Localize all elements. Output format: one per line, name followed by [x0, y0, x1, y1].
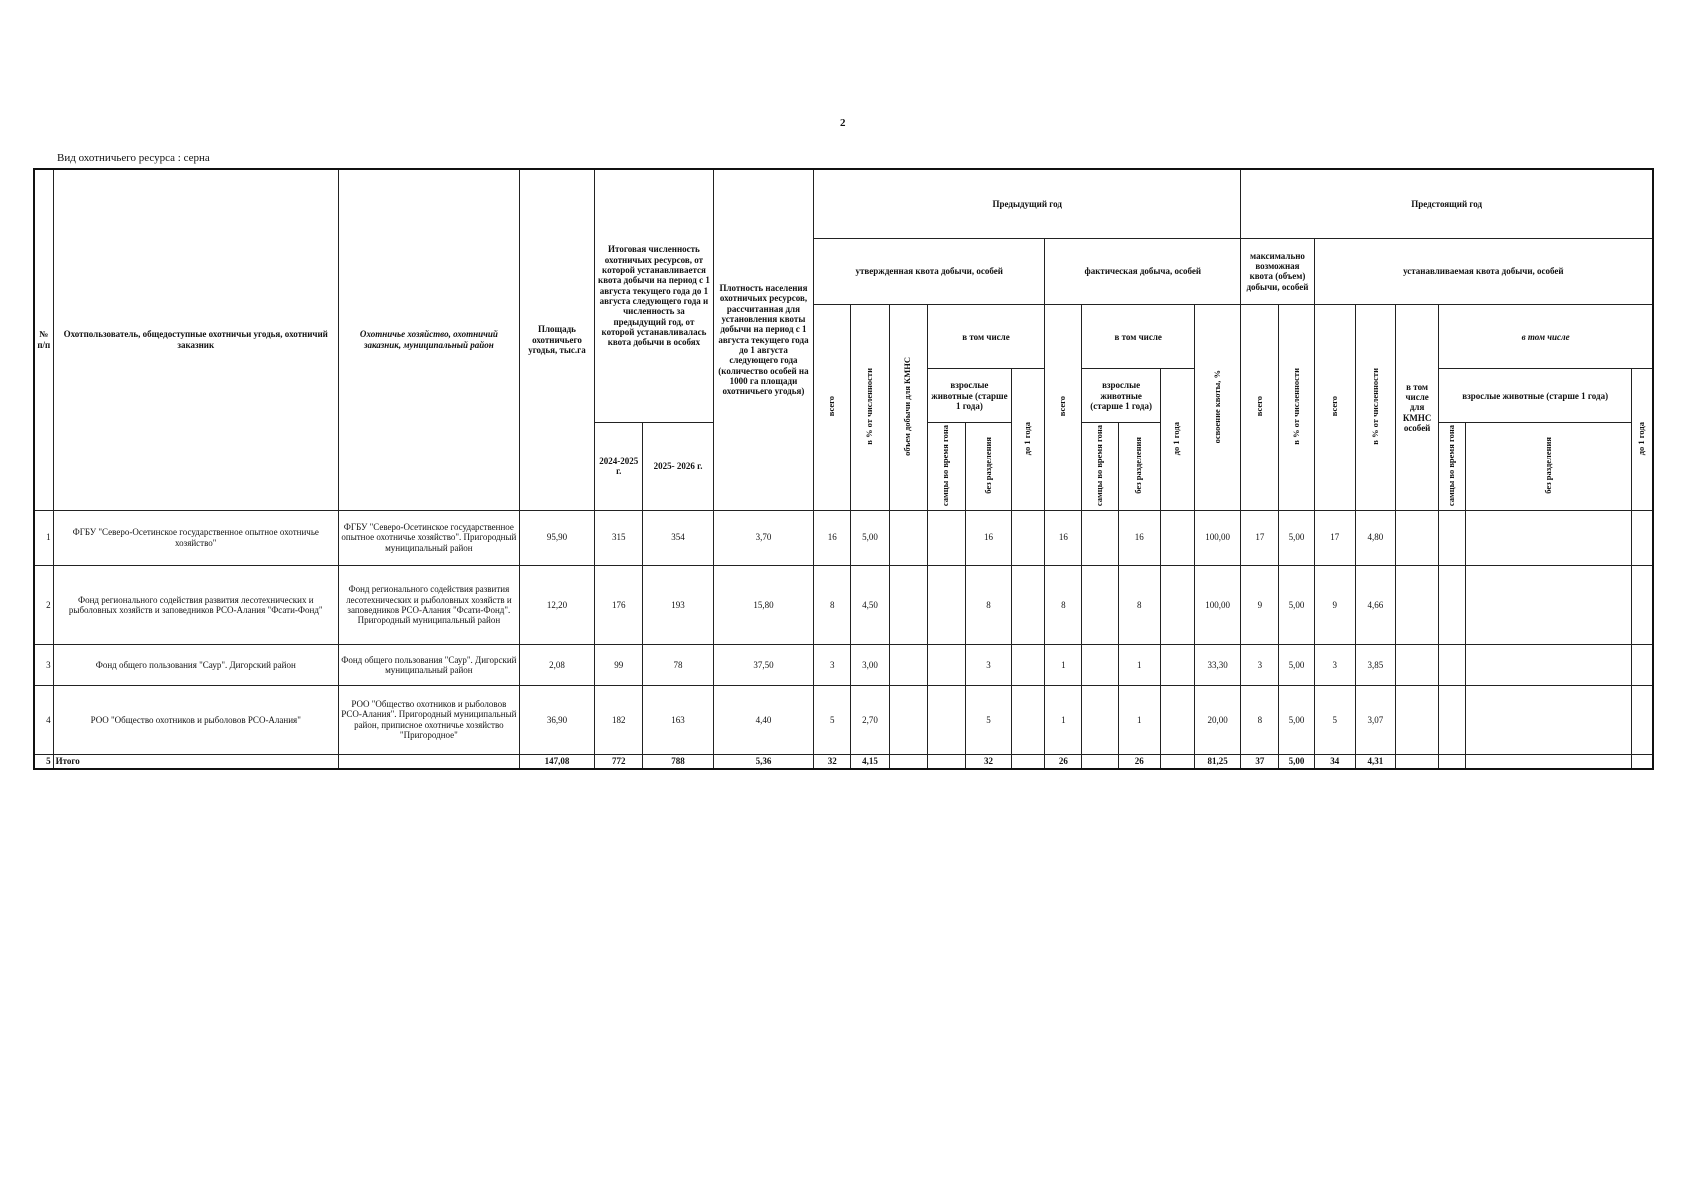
cell-s-rut	[1439, 754, 1466, 769]
cell-s-nosex	[1466, 510, 1632, 565]
cell-m-all: 17	[1241, 510, 1279, 565]
cell-f-rut	[1082, 685, 1118, 754]
cell-p2: 193	[643, 565, 713, 645]
cell-s-all: 34	[1314, 754, 1355, 769]
cell-s-nosex	[1466, 754, 1632, 769]
cell-a-all: 16	[814, 510, 851, 565]
cell-m-pct: 5,00	[1279, 685, 1314, 754]
cell-a-pct: 4,50	[851, 565, 889, 645]
quota-table	[33, 168, 1654, 770]
cell-a-rut	[927, 645, 965, 685]
cell-s-nosex	[1466, 685, 1632, 754]
header-num: № п/п	[34, 169, 53, 510]
cell-f-nosex: 1	[1118, 685, 1160, 754]
header-year-2025: 2025- 2026 г.	[643, 423, 713, 511]
cell-area: 95,90	[519, 510, 594, 565]
cell-dens: 15,80	[713, 565, 813, 645]
cell-s-u1	[1632, 685, 1653, 754]
header-actual-adults: взрослые животные (старше 1 года)	[1082, 369, 1160, 423]
cell-a-rut	[927, 565, 965, 645]
cell-s-u1	[1632, 645, 1653, 685]
cell-s-all: 3	[1314, 645, 1355, 685]
cell-m-pct: 5,00	[1279, 645, 1314, 685]
cell-p2: 354	[643, 510, 713, 565]
cell-f-u1	[1160, 685, 1194, 754]
cell-f-rut	[1082, 645, 1118, 685]
cell-mast: 20,00	[1194, 685, 1240, 754]
cell-s-u1	[1632, 754, 1653, 769]
cell-n: 2	[34, 565, 53, 645]
cell-a-all: 3	[814, 645, 851, 685]
header-prev-year: Предыдущий год	[814, 169, 1241, 238]
header-approved-pct: в % от численности	[851, 305, 889, 511]
header-actual-rut: самцы во время гона	[1082, 423, 1118, 511]
cell-p1: 182	[595, 685, 643, 754]
cell-s-rut	[1439, 685, 1466, 754]
resource-label: Вид охотничьего ресурса : серна	[57, 152, 210, 164]
cell-m-all: 9	[1241, 565, 1279, 645]
header-approved-including: в том числе	[927, 305, 1045, 369]
page-number: 2	[840, 117, 846, 129]
cell-mast: 100,00	[1194, 565, 1240, 645]
cell-area: 2,08	[519, 645, 594, 685]
cell-s-u1	[1632, 565, 1653, 645]
cell-dens: 37,50	[713, 645, 813, 685]
cell-p2: 163	[643, 685, 713, 754]
cell-s-nosex	[1466, 565, 1632, 645]
cell-m-pct: 5,00	[1279, 754, 1314, 769]
cell-a-rut	[927, 754, 965, 769]
cell-m-all: 37	[1241, 754, 1279, 769]
header-mastery: освоение квоты, %	[1194, 305, 1240, 511]
cell-s-all: 9	[1314, 565, 1355, 645]
cell-s-pct: 4,31	[1355, 754, 1395, 769]
cell-f-rut	[1082, 510, 1118, 565]
header-approved-kmns: объем добычи для КМНС	[889, 305, 927, 511]
cell-farm: ФГБУ "Северо-Осетинское государственное опытное охотничье хозяйство". Пригородный муниципальный район	[338, 510, 519, 565]
cell-n: 3	[34, 645, 53, 685]
table-total-row	[34, 754, 1653, 769]
cell-a-kmns	[889, 565, 927, 645]
header-year-2024: 2024-2025 г.	[595, 423, 643, 511]
header-actual-catch: фактическая добыча, особей	[1045, 238, 1241, 304]
header-set-all: всего	[1314, 305, 1355, 511]
cell-a-pct: 3,00	[851, 645, 889, 685]
header-approved-under1: до 1 года	[1012, 369, 1045, 510]
cell-f-rut	[1082, 565, 1118, 645]
cell-a-pct: 5,00	[851, 510, 889, 565]
cell-mast: 81,25	[1194, 754, 1240, 769]
cell-a-u1	[1012, 565, 1045, 645]
cell-mast: 33,30	[1194, 645, 1240, 685]
cell-s-u1	[1632, 510, 1653, 565]
cell-farm: Фонд общего пользования "Саур". Дигорский муниципальный район	[338, 645, 519, 685]
cell-a-u1	[1012, 754, 1045, 769]
cell-area: 12,20	[519, 565, 594, 645]
header-actual-nosex: без разделения	[1118, 423, 1160, 511]
cell-f-u1	[1160, 645, 1194, 685]
cell-n: 4	[34, 685, 53, 754]
header-set-including: в том числе	[1439, 305, 1653, 369]
cell-m-pct: 5,00	[1279, 565, 1314, 645]
cell-s-kmns	[1396, 685, 1439, 754]
table-row	[34, 685, 1653, 754]
cell-a-rut	[927, 510, 965, 565]
cell-s-pct: 3,07	[1355, 685, 1395, 754]
cell-a-kmns	[889, 754, 927, 769]
cell-a-u1	[1012, 510, 1045, 565]
cell-f-all: 26	[1045, 754, 1082, 769]
cell-f-all: 8	[1045, 565, 1082, 645]
cell-s-nosex	[1466, 645, 1632, 685]
cell-m-all: 8	[1241, 685, 1279, 754]
cell-s-pct: 3,85	[1355, 645, 1395, 685]
header-user: Охотпользователь, общедоступные охотничьи угодья, охотничий заказник	[53, 169, 338, 510]
cell-s-rut	[1439, 645, 1466, 685]
header-set-pct: в % от численности	[1355, 305, 1395, 511]
cell-dens: 3,70	[713, 510, 813, 565]
header-approved-all: всего	[814, 305, 851, 511]
cell-f-u1	[1160, 754, 1194, 769]
cell-farm: РОО "Общество охотников и рыболовов РСО-Алания". Пригородный муниципальный район, приписное охотничье хозяйство "Пригородное"	[338, 685, 519, 754]
header-farm: Охотничье хозяйство, охотничий заказник, муниципальный район	[338, 169, 519, 510]
header-approved-rut: самцы во время гона	[927, 423, 965, 511]
cell-s-kmns	[1396, 510, 1439, 565]
cell-a-nosex: 32	[965, 754, 1011, 769]
cell-p1: 315	[595, 510, 643, 565]
cell-f-all: 1	[1045, 645, 1082, 685]
header-actual-all: всего	[1045, 305, 1082, 511]
table-body	[34, 510, 1653, 769]
cell-n: 1	[34, 510, 53, 565]
cell-a-pct: 2,70	[851, 685, 889, 754]
header-set-nosex: без разделения	[1466, 423, 1632, 511]
cell-area: 36,90	[519, 685, 594, 754]
header-max-pct: в % от численности	[1279, 305, 1314, 511]
cell-n: 5	[34, 754, 53, 769]
cell-m-pct: 5,00	[1279, 510, 1314, 565]
cell-f-nosex: 26	[1118, 754, 1160, 769]
table-row	[34, 510, 1653, 565]
table-row	[34, 565, 1653, 645]
cell-a-kmns	[889, 645, 927, 685]
header-approved-adults: взрослые животные (старше 1 года)	[927, 369, 1011, 423]
header-actual-including: в том числе	[1082, 305, 1195, 369]
table-row	[34, 645, 1653, 685]
cell-m-all: 3	[1241, 645, 1279, 685]
header-set-rut: самцы во время гона	[1439, 423, 1466, 511]
cell-s-kmns	[1396, 645, 1439, 685]
cell-f-nosex: 1	[1118, 645, 1160, 685]
cell-s-rut	[1439, 510, 1466, 565]
header-approved-quota: утвержденная квота добычи, особей	[814, 238, 1045, 304]
cell-a-u1	[1012, 645, 1045, 685]
cell-a-pct: 4,15	[851, 754, 889, 769]
header-set-quota: устанавливаемая квота добычи, особей	[1314, 238, 1653, 304]
cell-a-u1	[1012, 685, 1045, 754]
cell-f-u1	[1160, 510, 1194, 565]
cell-s-pct: 4,80	[1355, 510, 1395, 565]
cell-dens: 5,36	[713, 754, 813, 769]
cell-s-all: 5	[1314, 685, 1355, 754]
header-total-population: Итоговая численность охотничьих ресурсов, от которой устанавливается квота добычи на период с 1 августа текущего года до 1 августа следующего года и численность за предыдущий год, от которой устанавливалась квота добычи в особях	[595, 169, 714, 423]
header-approved-nosex: без разделения	[965, 423, 1011, 511]
header-next-year: Предстоящий год	[1241, 169, 1653, 238]
cell-farm: Фонд регионального содействия развития лесотехнических и рыболовных хозяйств и заповедников РСО-Алания "Фсати-Фонд". Пригородный муниципальный район	[338, 565, 519, 645]
cell-f-all: 1	[1045, 685, 1082, 754]
header-actual-under1: до 1 года	[1160, 369, 1194, 510]
cell-user: Фонд регионального содействия развития лесотехнических и рыболовных хозяйств и заповедников РСО-Алания "Фсати-Фонд"	[53, 565, 338, 645]
cell-a-nosex: 8	[965, 565, 1011, 645]
cell-f-u1	[1160, 565, 1194, 645]
cell-a-kmns	[889, 510, 927, 565]
cell-user: Фонд общего пользования "Саур". Дигорский район	[53, 645, 338, 685]
cell-a-rut	[927, 685, 965, 754]
header-set-kmns: в том числе для КМНС особей	[1396, 305, 1439, 511]
cell-a-all: 5	[814, 685, 851, 754]
cell-p2: 788	[643, 754, 713, 769]
cell-a-nosex: 16	[965, 510, 1011, 565]
cell-s-rut	[1439, 565, 1466, 645]
cell-a-all: 8	[814, 565, 851, 645]
header-max-quota: максимально возможная квота (объем) добычи, особей	[1241, 238, 1314, 304]
cell-user: Итого	[53, 754, 338, 769]
cell-p1: 99	[595, 645, 643, 685]
cell-farm	[338, 754, 519, 769]
cell-user: РОО "Общество охотников и рыболовов РСО-Алания"	[53, 685, 338, 754]
cell-f-nosex: 16	[1118, 510, 1160, 565]
cell-a-nosex: 5	[965, 685, 1011, 754]
header-set-under1: до 1 года	[1632, 369, 1653, 510]
header-density: Плотность населения охотничьих ресурсов, рассчитанная для установления квоты добычи на период с 1 августа текущего года до 1 августа следующего года (количество особей на 1000 га площади охотничьего угодья)	[713, 169, 813, 510]
cell-s-pct: 4,66	[1355, 565, 1395, 645]
cell-f-all: 16	[1045, 510, 1082, 565]
cell-s-all: 17	[1314, 510, 1355, 565]
cell-a-all: 32	[814, 754, 851, 769]
cell-area: 147,08	[519, 754, 594, 769]
cell-f-nosex: 8	[1118, 565, 1160, 645]
cell-a-nosex: 3	[965, 645, 1011, 685]
header-area: Площадь охотничьего угодья, тыс.га	[519, 169, 594, 510]
cell-user: ФГБУ "Северо-Осетинское государственное опытное охотничье хозяйство"	[53, 510, 338, 565]
header-max-all: всего	[1241, 305, 1279, 511]
cell-s-kmns	[1396, 754, 1439, 769]
cell-p1: 176	[595, 565, 643, 645]
cell-s-kmns	[1396, 565, 1439, 645]
cell-p1: 772	[595, 754, 643, 769]
cell-mast: 100,00	[1194, 510, 1240, 565]
cell-f-rut	[1082, 754, 1118, 769]
cell-p2: 78	[643, 645, 713, 685]
header-set-adults: взрослые животные (старше 1 года)	[1439, 369, 1632, 423]
cell-dens: 4,40	[713, 685, 813, 754]
cell-a-kmns	[889, 685, 927, 754]
